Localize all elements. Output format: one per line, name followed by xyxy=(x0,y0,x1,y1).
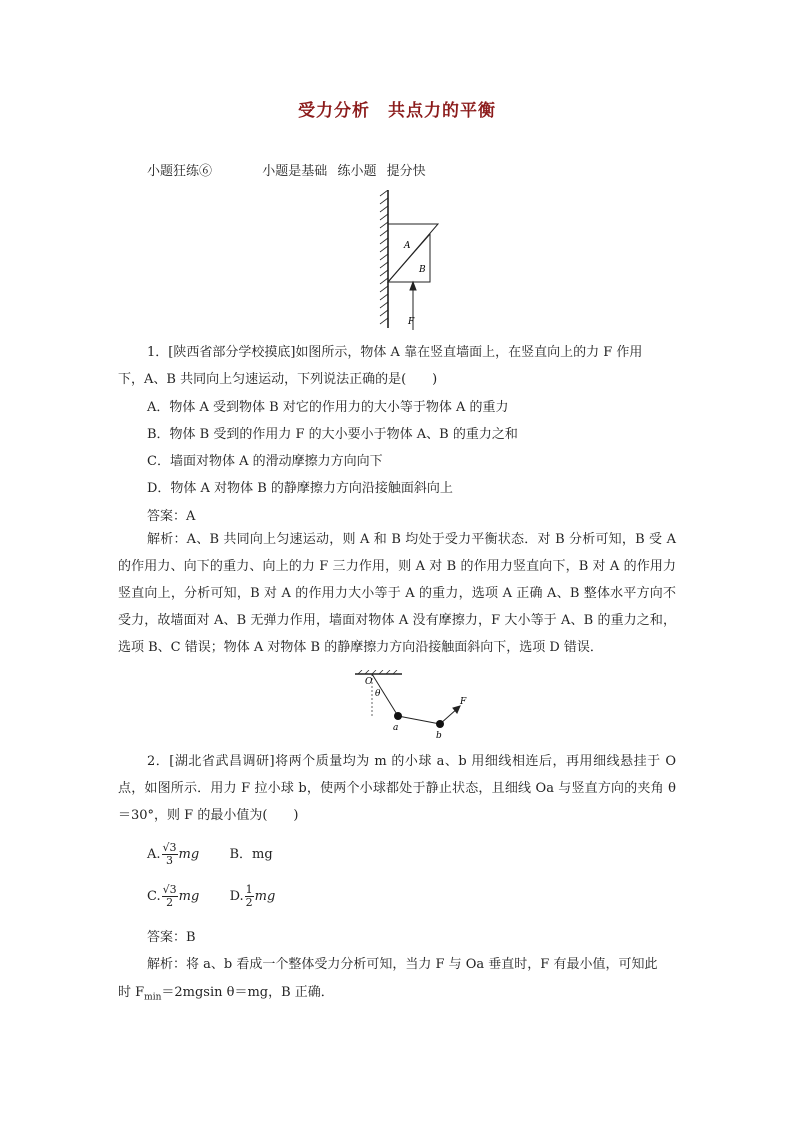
q2-option-d-suffix: mg xyxy=(254,889,276,904)
q2-options-row1 xyxy=(147,842,273,867)
q2-option-a-prefix: A. xyxy=(147,847,161,862)
q2-analysis-line2 xyxy=(118,981,334,1003)
q1-option-b: B．物体 B 受到的作用力 F 的大小要小于物体 A、B 的重力之和 xyxy=(147,427,518,442)
q2-option-b: B．mg xyxy=(229,847,273,862)
fig1-label-a: A xyxy=(404,241,411,251)
q2-analysis-rest: ＝2mgsin θ＝mg，B 正确． xyxy=(161,985,334,1000)
ball-b xyxy=(436,720,444,728)
page-title xyxy=(0,96,794,121)
slogan-2: 练小题 xyxy=(337,164,377,179)
q1-option-a: A．物体 A 受到物体 B 对它的作用力的大小等于物体 A 的重力 xyxy=(147,400,509,415)
slogan-3: 提分快 xyxy=(386,164,426,179)
q2-analysis-line1: 解析：将 a、b 看成一个整体受力分析可知，当力 F 与 Oa 垂直时，F 有最小值，可知此 xyxy=(147,957,658,972)
q2-option-a-suffix: mg xyxy=(178,847,200,862)
q1-answer: 答案：A xyxy=(147,509,196,524)
fig2-label-f: F xyxy=(460,697,467,707)
fig1-label-b: B xyxy=(419,265,426,275)
q2-option-c-den: 2 xyxy=(166,896,174,909)
q1-analysis: 解析：A、B 共同向上匀速运动，则 A 和 B 均处于受力平衡状态．对 B 分析可知，B 受 A 的作用力、向下的重力、向上的力 F 三力作用，则 A 对 B 的作用力竖直向下，B 对 A 的作用力竖直向上，分析可知，B 对 A 的作用力大小等于 A 的重力，选项 A 正确 A、B 整体水平方向不受力，故墙面对 A、B 无弹力作用，墙面对物体 A 没有摩擦力，F 大小等于 A、B 的重力之和，选项 B、C 错误；物体 A 对物体 B 的静摩擦力方向沿接触面斜向下，选项 D 错误． xyxy=(118,532,676,655)
q2-option-d-prefix: D. xyxy=(229,889,244,904)
q2-option-c-num: √3 xyxy=(162,883,177,896)
q1-option-c: C．墙面对物体 A 的滑动摩擦力方向向下 xyxy=(147,454,383,469)
q1-option-d: D．物体 A 对物体 B 的静摩擦力方向沿接触面斜向上 xyxy=(147,481,453,496)
fig2-label-theta: θ xyxy=(375,689,381,699)
q2-option-d-fraction xyxy=(245,884,254,909)
fig1-label-f: F xyxy=(408,317,415,327)
q1-stem-line1: 1．[陕西省部分学校摸底]如图所示，物体 A 靠在竖直墙面上，在竖直向上的力 F 作用 xyxy=(147,345,643,360)
q2-option-c-suffix: mg xyxy=(178,889,200,904)
fig2-label-b: b xyxy=(436,731,442,740)
slogan-1: 小题是基础 xyxy=(262,164,328,179)
q2-option-c-fraction xyxy=(162,884,178,909)
title-right: 共点力的平衡 xyxy=(388,101,496,121)
q2-analysis-f: 时 F xyxy=(118,985,145,1000)
fig2-label-a: a xyxy=(393,723,399,733)
section-tag: 小题狂练⑥ xyxy=(147,164,213,179)
q2-answer: 答案：B xyxy=(147,930,196,945)
q2-option-d-den: 2 xyxy=(245,896,253,909)
q2-option-d-num: 1 xyxy=(245,883,253,896)
q2-stem: 2．[湖北省武昌调研]将两个质量均为 m 的小球 a、b 用细线相连后，再用细线悬挂于 O 点，如图所示．用力 F 拉小球 b，使两个小球都处于静止状态，且细线 Oa 与竖直方向的夹角 θ＝30°，则 F 的最小值为( ) xyxy=(118,754,676,823)
figure-2-diagram xyxy=(350,670,480,740)
q2-option-a-den: 3 xyxy=(166,854,174,867)
q2-analysis-sub: min xyxy=(144,992,162,1003)
section-header xyxy=(147,160,432,179)
q2-options-row2 xyxy=(147,884,275,909)
ball-a xyxy=(394,712,402,720)
q2-option-c-prefix: C. xyxy=(147,889,161,904)
q2-option-a-fraction xyxy=(162,842,178,867)
q2-option-a-num: √3 xyxy=(162,841,177,854)
q1-stem-line2: 下，A、B 共同向上匀速运动，下列说法正确的是( ) xyxy=(118,372,438,387)
figure-1-diagram xyxy=(370,190,450,330)
fig2-label-o: O xyxy=(365,677,373,687)
title-left: 受力分析 xyxy=(298,101,370,121)
